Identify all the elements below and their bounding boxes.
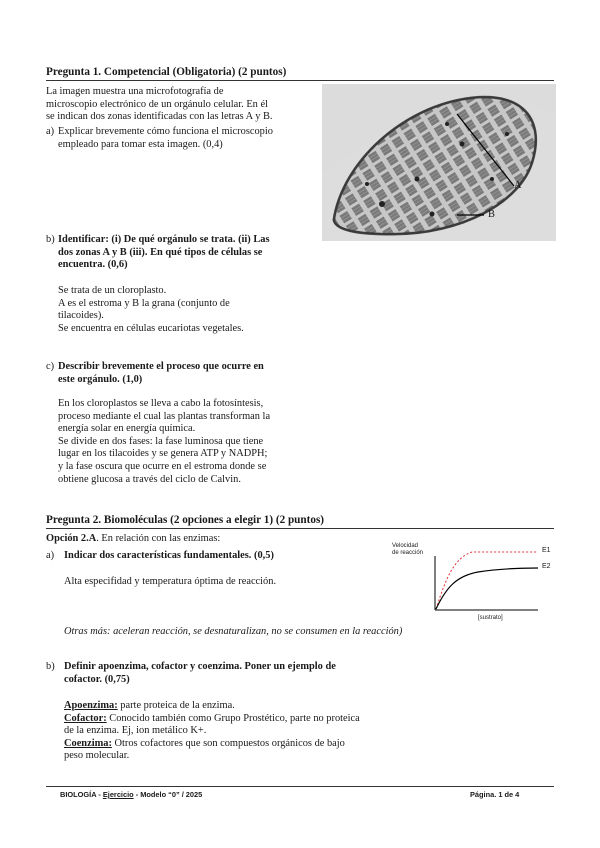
q1-a-line: Explicar brevemente cómo funciona el microscopio xyxy=(58,126,273,137)
q1-title: Pregunta 1. Competencial (Obligatoria) (2 puntos) xyxy=(46,66,287,78)
apoenzima-term: Apoenzima: xyxy=(64,700,118,711)
chart-ylabel-2: de reacción xyxy=(392,550,424,556)
coenzima-term: Coenzima: xyxy=(64,737,112,749)
q1-b-marker: b) xyxy=(46,234,55,245)
answer-line: Se trata de un cloroplasto. xyxy=(58,285,167,296)
q2-a-marker: a) xyxy=(46,550,55,561)
footer-left xyxy=(60,790,202,799)
q2-option-line xyxy=(46,533,220,546)
q2-b-marker: b) xyxy=(46,661,55,672)
footer-rule xyxy=(46,786,554,787)
q1-c-line: Describir brevemente el proceso que ocurre en xyxy=(58,361,264,372)
q1-intro-line: microscopio electrónico de un orgánulo celular. En él xyxy=(46,98,268,110)
footer-model: - Modelo “0” / 2025 xyxy=(133,790,203,799)
chart-ylabel-1: Velocidad xyxy=(392,543,419,549)
cofactor-text: Conocido también como Grupo Prostético, parte no proteica xyxy=(106,712,360,724)
answer-line: En los cloroplastos se lleva a cabo la fotosíntesis, xyxy=(58,398,264,409)
answer-line: lugar en los tilacoides y se genera ATP y NADPH; xyxy=(58,448,268,460)
q2-title: Pregunta 2. Biomoléculas (2 opciones a elegir 1) (2 puntos) xyxy=(46,514,325,526)
q1-part-b-question xyxy=(46,234,296,272)
q1-b-line: encuentra. (0,6) xyxy=(58,259,128,271)
answer-line: Se encuentra en células eucariotas vegetales. xyxy=(58,322,244,334)
curve-e1 xyxy=(436,552,538,609)
q1-rule xyxy=(46,80,554,81)
q2-option-label: Opción 2.A xyxy=(46,533,97,544)
q1-intro-line: se indican dos zonas identificadas con las letras A y B. xyxy=(46,111,273,123)
q1-part-a xyxy=(46,126,316,151)
answer-line: tilacoides). xyxy=(58,310,104,322)
chloroplast-micrograph xyxy=(322,84,556,241)
label-b: B xyxy=(488,209,495,220)
answer-line: Se divide en dos fases: la fase luminosa que tiene xyxy=(58,435,264,447)
q1-b-line: dos zonas A y B (iii). En qué tipos de células se xyxy=(58,246,263,258)
coenzima-def xyxy=(64,738,404,751)
q1-part-b-answer xyxy=(58,285,308,335)
chart-legend-e1: E1 xyxy=(542,547,551,554)
chart-xlabel: [sustrato] xyxy=(478,615,503,621)
cofactor-term: Cofactor: xyxy=(64,712,107,724)
q1-b-line: Identificar: (i) De qué orgánulo se trata. (ii) Las xyxy=(58,234,270,245)
chart-legend-e2: E2 xyxy=(542,563,551,570)
q2-option-rest: . En relación con las enzimas: xyxy=(96,533,221,544)
q1-c-marker: c) xyxy=(46,361,55,372)
apoenzima-def xyxy=(64,700,404,713)
q1-a-marker: a) xyxy=(46,126,55,137)
q2-a-line: Indicar dos características fundamentales. (0,5) xyxy=(64,550,274,561)
micrograph-svg xyxy=(322,84,556,241)
q1-intro xyxy=(46,86,316,124)
footer-subject: BIOLOGÍA - xyxy=(60,790,103,799)
q2-b-line: cofactor. (0,75) xyxy=(64,673,130,685)
answer-line: y la fase oscura que ocurre en el estroma donde se xyxy=(58,460,267,472)
answer-line: obtiene glucosa a través del ciclo de Calvin. xyxy=(58,473,241,485)
answer-line: A es el estroma y B la grana (conjunto de xyxy=(58,297,230,309)
q2-part-a-note: Otras más: aceleran reacción, se desnaturalizan, no se consumen en la reacción) xyxy=(64,626,403,637)
q1-a-line: empleado para tomar esta imagen. (0,4) xyxy=(58,138,223,150)
q1-part-c-answer xyxy=(58,398,308,486)
q2-part-b-question xyxy=(46,661,386,686)
q2-rule xyxy=(46,528,554,529)
q1-intro-line: La imagen muestra una microfotografía de xyxy=(46,86,224,97)
answer-line: proceso mediante el cual las plantas transforman la xyxy=(58,410,271,422)
coenzima-text: Otros cofactores que son compuestos orgánicos de bajo xyxy=(111,737,345,749)
apoenzima-text: parte proteica de la enzima. xyxy=(117,700,235,711)
q2-part-a-answer: Alta especifidad y temperatura óptima de reacción. xyxy=(64,576,277,587)
q2-b-line: Definir apoenzima, cofactor y coenzima. Poner un ejemplo de xyxy=(64,661,336,672)
q2-part-a-question xyxy=(46,550,346,563)
enzyme-kinetics-chart xyxy=(388,538,558,628)
footer-page-number: Página. 1 de 4 xyxy=(470,790,520,799)
cofactor-def xyxy=(64,713,404,726)
q1-part-c-question xyxy=(46,361,296,386)
q1-c-line: este orgánulo. (1,0) xyxy=(58,373,143,385)
answer-line: energía solar en energía química. xyxy=(58,423,196,435)
coenzima-text-cont: peso molecular. xyxy=(64,750,130,762)
footer-exercise: Ejercicio xyxy=(102,790,134,799)
label-a: A xyxy=(514,180,522,191)
cofactor-text-cont: de la enzima. Ej, ion metálico K+. xyxy=(64,725,207,737)
curve-e2 xyxy=(436,568,538,609)
q2-part-b-answer xyxy=(64,700,404,763)
